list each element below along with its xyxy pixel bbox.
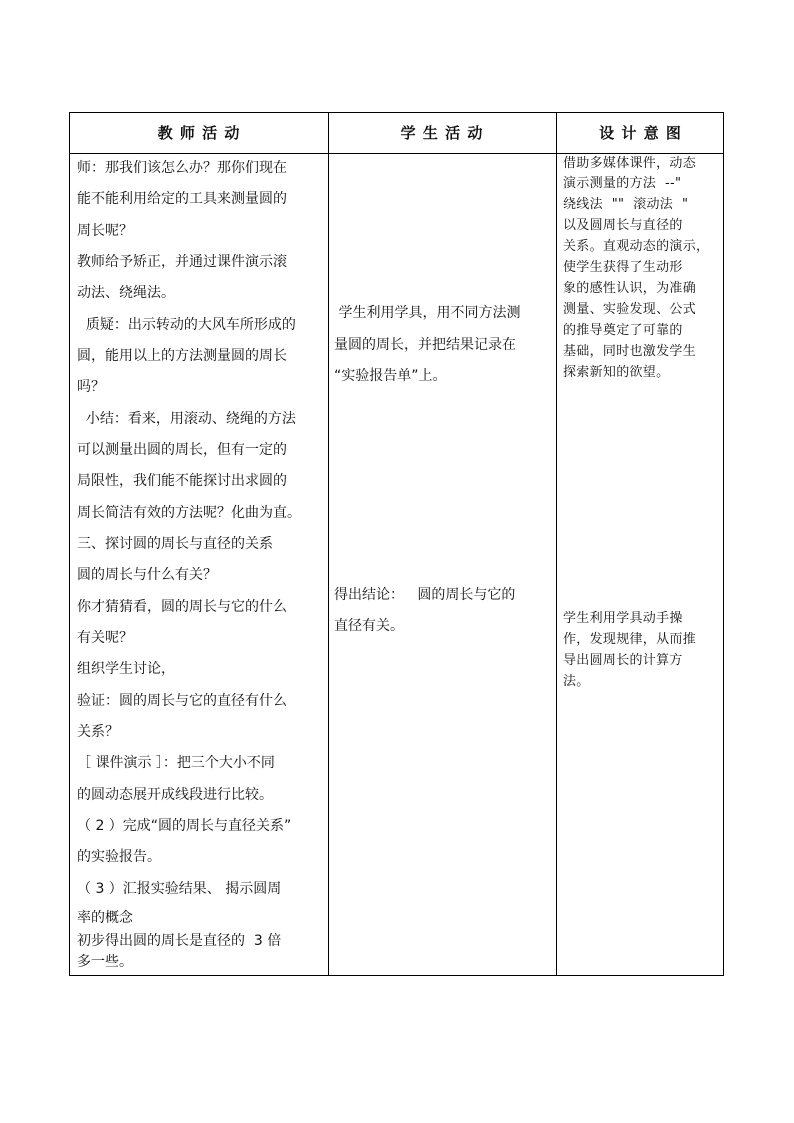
teacher-line: 关系？ [77,724,119,740]
design-line: 绕线法 "" 滚动法 " [563,197,689,212]
header-student-activity: 学 生 活 动 [400,124,484,142]
teacher-line: 周长呢？ [77,223,133,239]
teacher-line: 多一些。 [77,954,133,970]
design-line: 关系。直观动态的演示， [563,239,710,254]
teacher-line: 的实验报告。 [77,849,161,865]
teacher-line: ［ 课件演示 ］：把三个大小不同 [77,755,275,771]
teacher-line: 质疑：出示转动的大风车所形成的 [77,317,296,333]
column-divider-2 [556,113,557,975]
teacher-line: 周长简洁有效的方法呢？化曲为直。 [77,505,301,521]
header-teacher-activity: 教 师 活 动 [157,124,241,142]
teacher-line: 能不能利用给定的工具来测量圆的 [77,191,287,207]
teacher-line: 教师给予矫正，并通过课件演示滚 [77,254,287,270]
design-line: 借助多媒体课件，动态 [563,156,697,171]
teacher-line: 师：那我们该怎么办？那你们现在 [77,160,287,176]
teacher-line: （ 2 ）完成“圆的周长与直径关系” [77,818,292,834]
design-line: 学生利用学具动手操 [563,611,683,626]
student-line: 得出结论： 圆的周长与它的 [334,587,516,603]
student-line: “实验报告单”上。 [334,368,447,384]
design-line: 基础，同时也激发学生 [563,344,697,359]
column-divider-1 [328,113,329,975]
teacher-line: 小结：看来，用滚动、绕绳的方法 [77,411,296,427]
design-line: 以及圆周长与直径的 [563,218,683,233]
student-line: 学生利用学具，用不同方法测 [334,305,521,321]
teacher-line: 吗？ [77,379,105,395]
teacher-line: 圆，能用以上的方法测量圆的周长 [77,348,287,364]
header-design-intent: 设 计 意 图 [599,124,682,142]
design-line: 演示测量的方法 --" [563,176,682,191]
design-line: 探索新知的欲望。 [563,365,670,380]
design-line: 象的感性认识，为准确 [563,281,697,296]
design-line: 作，发现规律，从而推 [563,632,697,647]
design-line: 导出圆周长的计算方 [563,653,683,668]
teacher-line: 圆的周长与什么有关？ [77,567,217,583]
design-line: 测量、实验发现、公式 [563,302,697,317]
teacher-line: 三、探讨圆的周长与直径的关系 [77,536,273,552]
student-line: 直径有关。 [334,618,404,634]
teacher-line: 率的概念 [77,910,133,926]
teacher-line: 动法、绕绳法。 [77,285,175,301]
design-line: 的推导奠定了可靠的 [563,323,683,338]
design-line: 法。 [563,674,590,689]
teacher-line: 有关呢？ [77,630,133,646]
teacher-line: 你才猜猜看，圆的周长与它的什么 [77,599,287,615]
teacher-line: 组织学生讨论， [77,661,175,677]
teacher-line: 的圆动态展开成线段进行比较。 [77,787,273,803]
lesson-plan-table [69,112,724,976]
design-line: 使学生获得了生动形 [563,260,683,275]
student-line: 量圆的周长，并把结果记录在 [334,337,516,353]
teacher-line: （ 3 ）汇报实验结果、 揭示圆周 [77,881,282,897]
teacher-line: 局限性，我们能不能探讨出求圆的 [77,473,287,489]
header-divider [70,153,723,154]
teacher-line: 可以测量出圆的周长，但有一定的 [77,442,287,458]
teacher-line: 验证：圆的周长与它的直径有什么 [77,693,287,709]
teacher-line: 初步得出圆的周长是直径的 3 倍 [77,933,282,949]
